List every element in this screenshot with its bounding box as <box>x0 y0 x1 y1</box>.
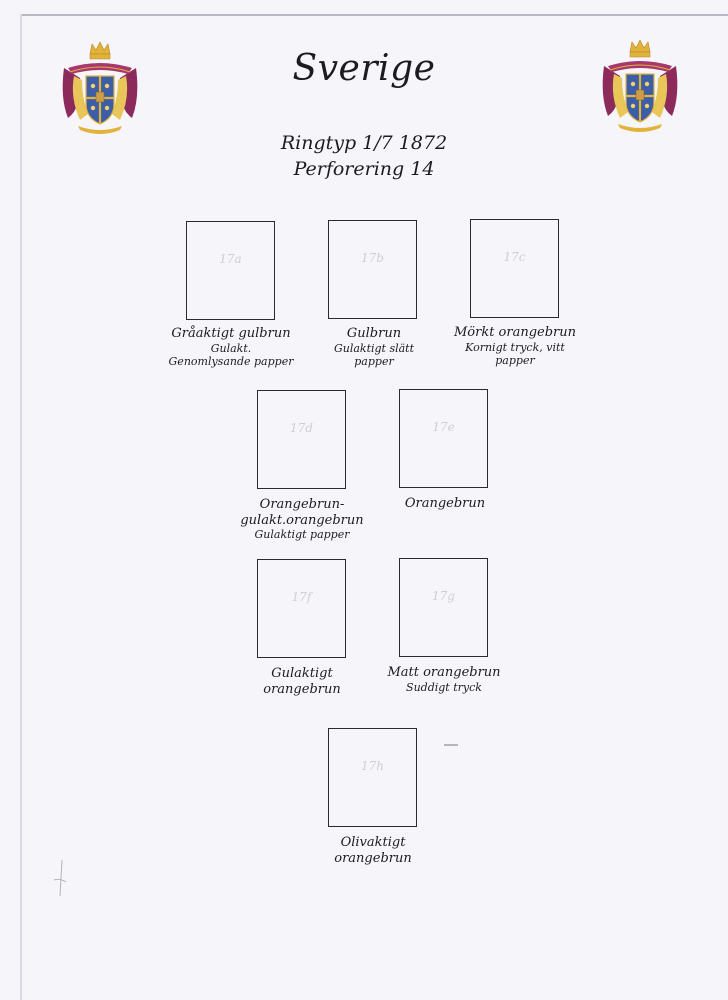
stamp-slot-17d[interactable] <box>257 390 346 489</box>
caption-17c <box>430 325 600 367</box>
slot-number: 17d <box>290 421 313 435</box>
stamp-slot-17c[interactable] <box>470 219 559 318</box>
caption-detail: Gulakt. <box>210 341 252 355</box>
caption-17g <box>359 665 529 694</box>
caption-line: Mörkt orangebrun <box>453 325 577 340</box>
caption-detail: papper <box>354 354 394 368</box>
caption-detail: papper <box>495 353 535 367</box>
caption-line: Gulbrun <box>346 326 402 341</box>
slot-number: 17g <box>432 589 455 603</box>
page-title: Sverige <box>292 48 436 89</box>
ink-smudge <box>444 743 458 747</box>
slot-number: 17h <box>361 759 384 773</box>
caption-line: Gulaktigt <box>271 666 333 681</box>
caption-detail: Genomlysande papper <box>168 354 294 368</box>
pencil-mark <box>50 858 70 898</box>
caption-detail: Suddigt tryck <box>406 680 482 694</box>
stamp-slot-17a[interactable] <box>186 221 275 320</box>
stamp-slot-17e[interactable] <box>399 389 488 488</box>
caption-detail: Kornigt tryck, vitt <box>465 340 565 354</box>
caption-line: Matt orangebrun <box>387 665 501 680</box>
slot-number: 17f <box>291 590 312 604</box>
slot-number: 17b <box>361 251 384 265</box>
caption-line: Orangebrun <box>404 496 486 511</box>
caption-detail: Gulaktigt slätt <box>333 341 415 355</box>
stamp-slot-17b[interactable] <box>328 220 417 319</box>
slot-number: 17a <box>219 252 242 266</box>
caption-line: orangebrun <box>263 681 341 697</box>
stamp-slot-17g[interactable] <box>399 558 488 657</box>
stamp-slot-17f[interactable] <box>257 559 346 658</box>
caption-17h <box>288 835 458 866</box>
caption-detail: Gulaktigt papper <box>254 528 350 542</box>
page-top-edge <box>20 14 728 16</box>
caption-line: gulakt.orangebrun <box>240 512 364 528</box>
page-subtitle-perforering: Perforering 14 <box>293 158 435 180</box>
caption-line: orangebrun <box>334 850 412 866</box>
caption-line: Gråaktigt gulbrun <box>171 326 291 341</box>
stamp-slot-17h[interactable] <box>328 728 417 827</box>
slot-number: 17e <box>432 420 455 434</box>
page-subtitle-ringtyp: Ringtyp 1/7 1872 <box>280 132 448 154</box>
caption-line: Olivaktigt <box>340 835 406 850</box>
slot-number: 17c <box>503 250 526 264</box>
caption-line: Orangebrun- <box>259 497 345 512</box>
caption-17e <box>360 496 530 512</box>
